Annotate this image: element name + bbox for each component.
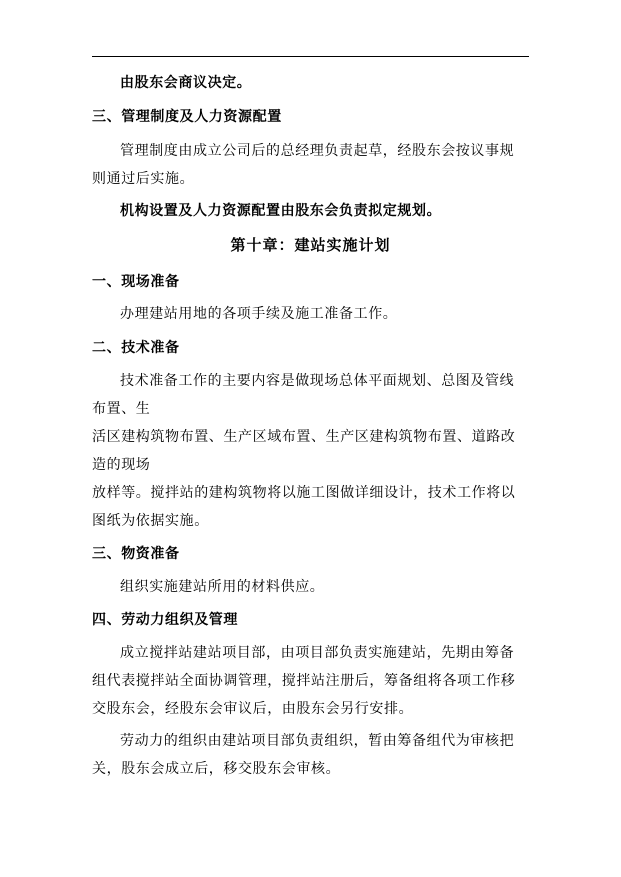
section-heading: 三、物资准备 xyxy=(92,546,180,562)
section-heading: 四、劳动力组织及管理 xyxy=(92,612,238,628)
section-heading: 一、现场准备 xyxy=(92,274,180,290)
text-line: 成立搅拌站建站项目部，由项目部负责实施建站，先期由筹备 xyxy=(120,645,515,661)
text-line: 关，股东会成立后，移交股东会审核。 xyxy=(92,761,341,777)
text-line: 劳动力的组织由建站项目部负责组织，暂由筹备组代为审核把 xyxy=(120,733,515,749)
text-line: 布置、生 xyxy=(92,401,151,417)
section-heading: 三、管理制度及人力资源配置 xyxy=(92,109,282,125)
text-line: 则通过后实施。 xyxy=(92,171,195,187)
header-rule xyxy=(92,56,529,57)
text-line: 技术准备工作的主要内容是做现场总体平面规划、总图及管线 xyxy=(120,373,515,389)
text-line: 造的现场 xyxy=(92,457,151,473)
text-line: 交股东会，经股东会审议后，由股东会另行安排。 xyxy=(92,701,414,717)
text-line: 活区建构筑物布置、生产区域布置、生产区建构筑物布置、道路改 xyxy=(92,429,516,445)
text-line: 组代表搅拌站全面协调管理，搅拌站注册后，筹备组将各项工作移 xyxy=(92,673,516,689)
text-line: 由股东会商议决定。 xyxy=(120,75,252,91)
text-line: 图纸为依据实施。 xyxy=(92,513,209,529)
text-line: 机构设置及人力资源配置由股东会负责拟定规划。 xyxy=(120,203,442,219)
text-line: 放样等。搅拌站的建构筑物将以施工图做详细设计，技术工作将以 xyxy=(92,485,516,501)
section-heading: 二、技术准备 xyxy=(92,340,180,356)
chapter-title: 第十章：建站实施计划 xyxy=(230,236,391,254)
text-line: 办理建站用地的各项手续及施工准备工作。 xyxy=(120,306,398,322)
text-line: 管理制度由成立公司后的总经理负责起草，经股东会按议事规 xyxy=(120,143,515,159)
text-line: 组织实施建站所用的材料供应。 xyxy=(120,579,325,595)
